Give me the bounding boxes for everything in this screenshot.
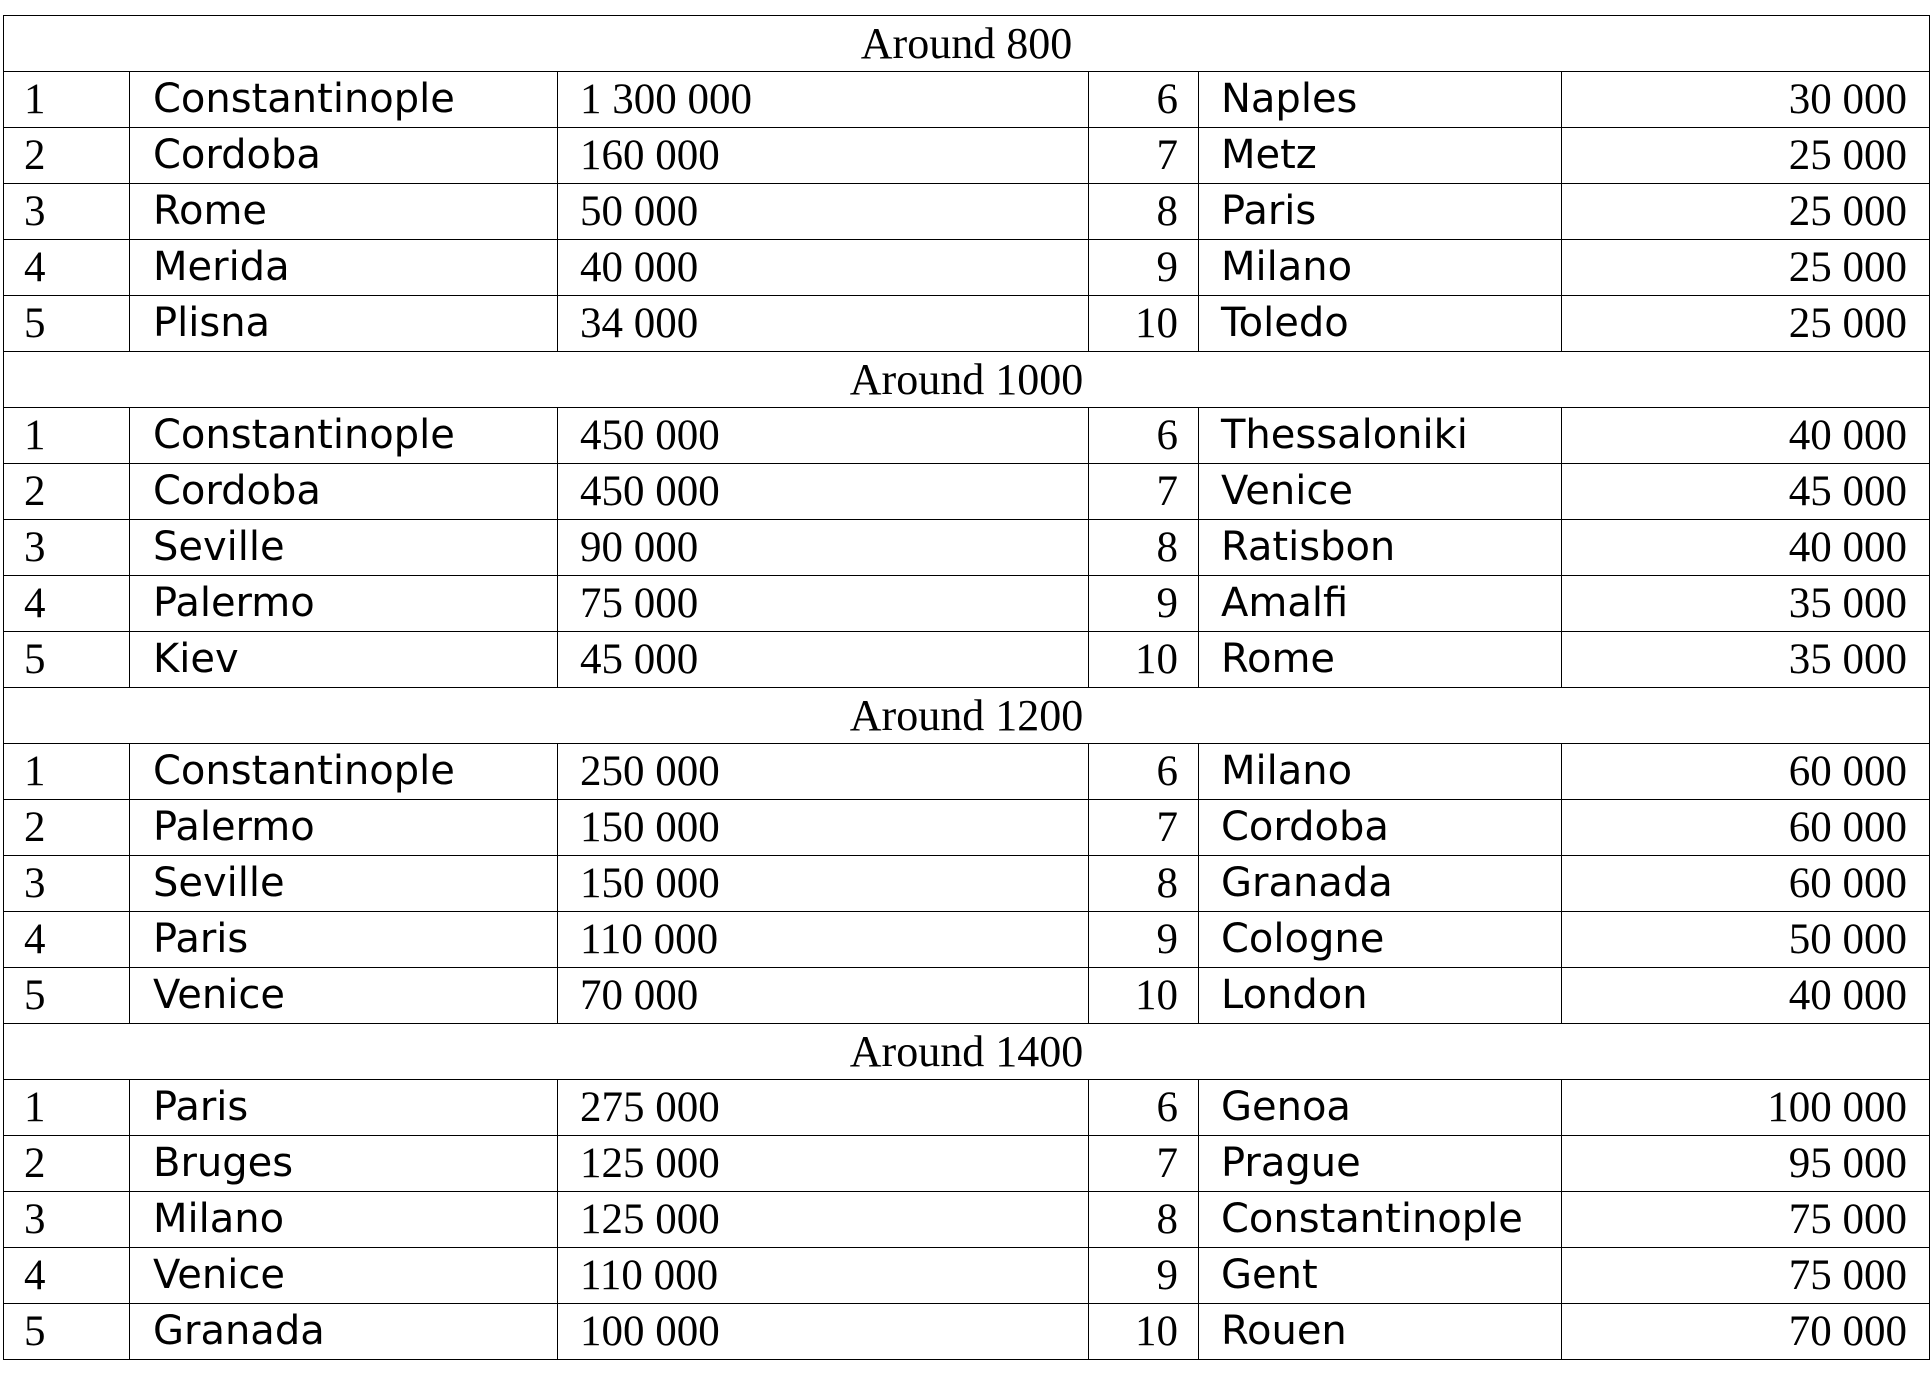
- population-cell: 275 000: [558, 1080, 1089, 1136]
- rank-cell-right: 7: [1089, 464, 1199, 520]
- city-cell-right: Genoa: [1199, 1080, 1562, 1136]
- city-cell: Merida: [130, 240, 558, 296]
- city-cell-right: London: [1199, 968, 1562, 1024]
- population-cell: 50 000: [558, 184, 1089, 240]
- table-row: [4, 1248, 1930, 1304]
- city-cell: Constantinople: [130, 744, 558, 800]
- city-cell: Cordoba: [130, 464, 558, 520]
- table-row: [4, 1080, 1930, 1136]
- rank-cell: 5: [4, 1304, 130, 1360]
- population-cell: 40 000: [558, 240, 1089, 296]
- city-cell-right: Toledo: [1199, 296, 1562, 352]
- city-cell: Palermo: [130, 800, 558, 856]
- rank-cell: 5: [4, 968, 130, 1024]
- rank-cell: 4: [4, 1248, 130, 1304]
- rank-cell-right: 10: [1089, 1304, 1199, 1360]
- population-cell-right: 45 000: [1562, 464, 1930, 520]
- city-cell-right: Prague: [1199, 1136, 1562, 1192]
- population-cell: 110 000: [558, 1248, 1089, 1304]
- population-cell-right: 50 000: [1562, 912, 1930, 968]
- era-header-row: [4, 1024, 1930, 1080]
- era-title: Around 1400: [4, 1024, 1930, 1080]
- city-cell: Seville: [130, 856, 558, 912]
- city-cell-right: Constantinople: [1199, 1192, 1562, 1248]
- city-cell: Paris: [130, 912, 558, 968]
- city-cell: Constantinople: [130, 72, 558, 128]
- rank-cell-right: 7: [1089, 1136, 1199, 1192]
- rank-cell: 3: [4, 184, 130, 240]
- rank-cell-right: 7: [1089, 128, 1199, 184]
- city-cell-right: Venice: [1199, 464, 1562, 520]
- city-cell-right: Amalfi: [1199, 576, 1562, 632]
- table-row: [4, 1192, 1930, 1248]
- population-cell-right: 60 000: [1562, 800, 1930, 856]
- rank-cell: 4: [4, 240, 130, 296]
- city-cell: Venice: [130, 968, 558, 1024]
- city-cell-right: Cologne: [1199, 912, 1562, 968]
- population-cell: 70 000: [558, 968, 1089, 1024]
- rank-cell-right: 9: [1089, 576, 1199, 632]
- population-cell-right: 25 000: [1562, 184, 1930, 240]
- population-cell: 450 000: [558, 464, 1089, 520]
- rank-cell: 2: [4, 1136, 130, 1192]
- city-cell: Constantinople: [130, 408, 558, 464]
- population-cell-right: 25 000: [1562, 296, 1930, 352]
- era-title: Around 800: [4, 16, 1930, 72]
- rank-cell: 3: [4, 520, 130, 576]
- population-cell-right: 40 000: [1562, 520, 1930, 576]
- rank-cell: 1: [4, 1080, 130, 1136]
- population-cell: 150 000: [558, 856, 1089, 912]
- population-cell-right: 100 000: [1562, 1080, 1930, 1136]
- population-cell: 34 000: [558, 296, 1089, 352]
- population-cell-right: 35 000: [1562, 576, 1930, 632]
- rank-cell-right: 8: [1089, 856, 1199, 912]
- rank-cell: 4: [4, 912, 130, 968]
- rank-cell-right: 9: [1089, 912, 1199, 968]
- rank-cell: 1: [4, 72, 130, 128]
- population-cell-right: 75 000: [1562, 1192, 1930, 1248]
- city-population-table-container: [3, 15, 1929, 1360]
- rank-cell-right: 9: [1089, 1248, 1199, 1304]
- city-cell-right: Paris: [1199, 184, 1562, 240]
- rank-cell: 5: [4, 632, 130, 688]
- rank-cell: 1: [4, 744, 130, 800]
- population-cell-right: 60 000: [1562, 744, 1930, 800]
- city-cell: Kiev: [130, 632, 558, 688]
- rank-cell-right: 7: [1089, 800, 1199, 856]
- population-cell: 90 000: [558, 520, 1089, 576]
- rank-cell: 4: [4, 576, 130, 632]
- population-cell: 150 000: [558, 800, 1089, 856]
- city-cell-right: Milano: [1199, 744, 1562, 800]
- table-row: [4, 240, 1930, 296]
- population-cell: 250 000: [558, 744, 1089, 800]
- table-row: [4, 912, 1930, 968]
- table-row: [4, 1304, 1930, 1360]
- rank-cell-right: 6: [1089, 408, 1199, 464]
- city-cell: Cordoba: [130, 128, 558, 184]
- city-cell-right: Rouen: [1199, 1304, 1562, 1360]
- rank-cell-right: 6: [1089, 744, 1199, 800]
- population-cell-right: 25 000: [1562, 240, 1930, 296]
- era-header-row: [4, 688, 1930, 744]
- city-cell-right: Milano: [1199, 240, 1562, 296]
- population-cell-right: 70 000: [1562, 1304, 1930, 1360]
- population-cell: 75 000: [558, 576, 1089, 632]
- rank-cell-right: 8: [1089, 520, 1199, 576]
- table-row: [4, 632, 1930, 688]
- city-cell: Palermo: [130, 576, 558, 632]
- city-cell: Rome: [130, 184, 558, 240]
- population-cell: 100 000: [558, 1304, 1089, 1360]
- city-cell-right: Naples: [1199, 72, 1562, 128]
- table-row: [4, 464, 1930, 520]
- table-row: [4, 72, 1930, 128]
- city-cell: Granada: [130, 1304, 558, 1360]
- table-row: [4, 800, 1930, 856]
- table-row: [4, 744, 1930, 800]
- table-row: [4, 1136, 1930, 1192]
- rank-cell-right: 9: [1089, 240, 1199, 296]
- population-cell: 160 000: [558, 128, 1089, 184]
- era-header-row: [4, 16, 1930, 72]
- rank-cell-right: 10: [1089, 296, 1199, 352]
- table-body: [4, 16, 1930, 1360]
- city-cell: Seville: [130, 520, 558, 576]
- table-row: [4, 576, 1930, 632]
- era-header-row: [4, 352, 1930, 408]
- city-cell-right: Cordoba: [1199, 800, 1562, 856]
- population-cell: 125 000: [558, 1192, 1089, 1248]
- city-cell: Milano: [130, 1192, 558, 1248]
- population-cell: 45 000: [558, 632, 1089, 688]
- population-cell-right: 35 000: [1562, 632, 1930, 688]
- rank-cell: 3: [4, 856, 130, 912]
- city-cell-right: Metz: [1199, 128, 1562, 184]
- rank-cell-right: 6: [1089, 1080, 1199, 1136]
- table-row: [4, 408, 1930, 464]
- city-population-table: [3, 15, 1930, 1360]
- city-cell-right: Ratisbon: [1199, 520, 1562, 576]
- population-cell-right: 30 000: [1562, 72, 1930, 128]
- rank-cell: 1: [4, 408, 130, 464]
- table-row: [4, 128, 1930, 184]
- population-cell-right: 40 000: [1562, 968, 1930, 1024]
- rank-cell-right: 6: [1089, 72, 1199, 128]
- population-cell-right: 60 000: [1562, 856, 1930, 912]
- city-cell: Venice: [130, 1248, 558, 1304]
- rank-cell: 3: [4, 1192, 130, 1248]
- city-cell-right: Gent: [1199, 1248, 1562, 1304]
- city-cell-right: Thessaloniki: [1199, 408, 1562, 464]
- population-cell: 125 000: [558, 1136, 1089, 1192]
- table-row: [4, 520, 1930, 576]
- table-row: [4, 968, 1930, 1024]
- city-cell-right: Rome: [1199, 632, 1562, 688]
- population-cell-right: 75 000: [1562, 1248, 1930, 1304]
- population-cell-right: 40 000: [1562, 408, 1930, 464]
- rank-cell-right: 10: [1089, 632, 1199, 688]
- population-cell: 1 300 000: [558, 72, 1089, 128]
- rank-cell: 2: [4, 464, 130, 520]
- rank-cell-right: 8: [1089, 184, 1199, 240]
- city-cell-right: Granada: [1199, 856, 1562, 912]
- era-title: Around 1200: [4, 688, 1930, 744]
- city-cell: Bruges: [130, 1136, 558, 1192]
- population-cell: 110 000: [558, 912, 1089, 968]
- rank-cell: 2: [4, 800, 130, 856]
- population-cell: 450 000: [558, 408, 1089, 464]
- population-cell-right: 25 000: [1562, 128, 1930, 184]
- table-row: [4, 296, 1930, 352]
- city-cell: Paris: [130, 1080, 558, 1136]
- rank-cell: 2: [4, 128, 130, 184]
- era-title: Around 1000: [4, 352, 1930, 408]
- table-row: [4, 184, 1930, 240]
- table-row: [4, 856, 1930, 912]
- rank-cell: 5: [4, 296, 130, 352]
- rank-cell-right: 10: [1089, 968, 1199, 1024]
- rank-cell-right: 8: [1089, 1192, 1199, 1248]
- city-cell: Plisna: [130, 296, 558, 352]
- population-cell-right: 95 000: [1562, 1136, 1930, 1192]
